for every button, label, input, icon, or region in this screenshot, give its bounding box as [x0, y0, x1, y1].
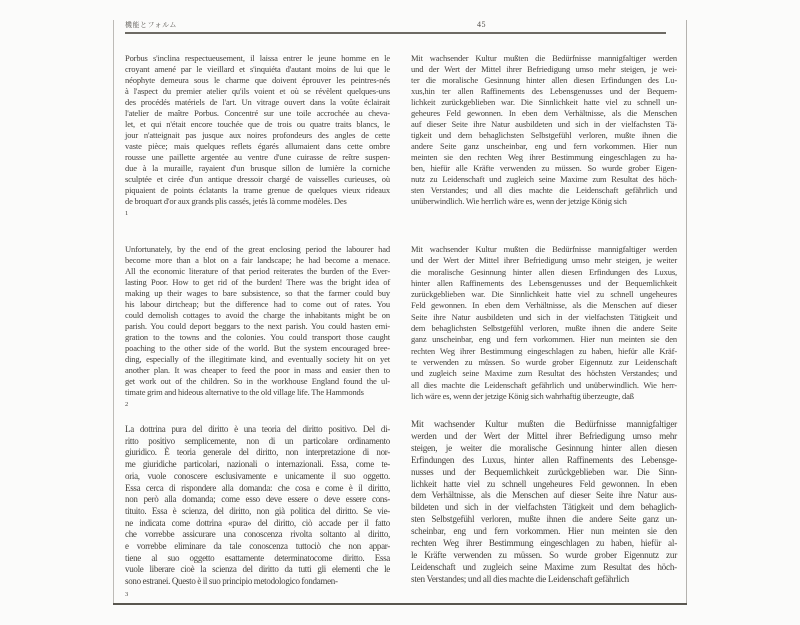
- text-line: die moralische Gesinnung hinter allen diesen Erfindungen des Luxus,: [411, 266, 677, 277]
- text-line: Porbus s'inclina respectueusement, il laissa entrer le jeune homme en le: [125, 53, 390, 63]
- text-line: rechten Weg ihrer Bestimmung eingeschlagen zu haben, hiefür al-: [411, 538, 677, 549]
- text-line: get work out of the children. So in the workhouse England found the ul-: [125, 376, 390, 386]
- text-line: geheures Feld gewonnen. In eben dem Verhältnisse, als die Menschen: [411, 108, 677, 118]
- text-line: tigkeit und dem behaglichsten Selbstgefühl verloren, mußte ihnen die: [411, 130, 677, 140]
- text-line: andere Seite ganz unscheinbar, eng und fern vorkommen. Hier nun: [411, 141, 677, 151]
- text-line: All the economic literature of that period reiterates the burden of the Ever-: [125, 266, 390, 276]
- text-line: steigen, je weiter die moralische Gesinnung hinter allen diesen: [411, 442, 677, 453]
- text-line: timate grim and hideous alternative to the old village life. The Hammonds: [125, 387, 364, 397]
- text-line: bildeten und sich in der vielfachsten Tätigkeit und dem behaglich-: [411, 502, 677, 513]
- text-line: non però alla domanda; come esso deve essere o deve essere cons-: [125, 494, 390, 505]
- text-line: let, et qui n'était encore touchée que de trois ou quatre traits blancs, le: [125, 119, 390, 129]
- text-line: jour n'atteignait pas jusque aux noires profondeurs des angles de cette: [125, 130, 390, 140]
- text-line: tiene al suo oggetto esattamente determinatocome diritto. Essa: [125, 552, 390, 563]
- text-block-german-2: [411, 244, 677, 402]
- text-line: des procédés matériels de l'art. Un vitrage ouvert dans la voûte éclairait: [125, 97, 390, 107]
- text-line: become more than a blot on a fair landscape; he had become a menace.: [125, 255, 390, 265]
- text-line: sono estranei. Questo è il suo principio metodologico fondamen-: [125, 576, 338, 587]
- text-line: Erfindungen des Luxus, hinter allen Raffinements des Lebensge-: [411, 454, 677, 465]
- text-line: gration to the towns and the colonies. You could transport those caught: [125, 332, 390, 342]
- text-line: sten Selbstgefühl verloren, mußte ihnen die andere Seite ganz un-: [411, 514, 677, 525]
- text-line: che vorrebbe assicurare una conoscenza rivolta soltanto al diritto,: [125, 529, 390, 540]
- text-line: lasting Poor. How to get rid of the burden! There was the bright idea of: [125, 277, 390, 287]
- footnote-number: 1: [125, 210, 129, 217]
- text-line: Feld gewonnen. In eben dem Verhältnisse, als die Menschen auf dieser: [411, 300, 677, 311]
- text-line: Seite ihre Natur ausbildeten und sich in der vielfachsten Tätigkeit und: [411, 311, 677, 322]
- text-line: néophyte demeura sous le charme que doivent éprouver les peintres-nés: [125, 75, 390, 85]
- text-line: ritto positivo semplicemente, non di un particolare ordinamento: [125, 435, 390, 446]
- text-block-english: [125, 244, 390, 409]
- text-line: meinten sie den rechten Weg ihrer Bestimmung eingeschlagen zu ha-: [411, 152, 677, 162]
- text-line: te verwenden zu müssen. So wurde grober Eigennutz zur Leidenschaft: [411, 356, 677, 367]
- page-border-left: [113, 20, 114, 604]
- text-block-german-3: [411, 419, 677, 586]
- footnote-number: 2: [125, 401, 129, 408]
- text-line: giuridico. È teoria generale del diritto, non interpretazione di nor-: [125, 447, 390, 458]
- text-line: e vorrebbe eliminare da tale conoscenza tuttociò che non appar-: [125, 541, 390, 552]
- text-line: me giuridiche particolari, nazionali o internazionali. Essa, come te-: [125, 459, 390, 470]
- text-line: vaste pièce; mais quelques reflets égarés allumaient dans cette ombre: [125, 141, 390, 151]
- text-line: ganz unscheinbar, eng und fern vorkommen. Hier nun meinten sie den: [411, 334, 677, 345]
- text-line: rechten Weg ihrer Bestimmung eingeschlagen zu haben, hiefür alle Kräf-: [411, 345, 677, 356]
- text-line: und der Wert der Mittel ihrer Befriedigung umso mehr steigen, je weiter: [411, 255, 677, 266]
- text-line: dem Verhältnisse, als die Menschen auf dieser Seite ihre Natur aus-: [411, 490, 677, 501]
- text-line: ne indicata come dottrina «pura» del diritto, ciò accade per il fatto: [125, 517, 390, 528]
- text-line: le Kräfte verwenden zu müssen. So wurde grober Eigennutz zur: [411, 549, 677, 560]
- text-line: piquaient de points éclatants la trame grenue de quelques vieux rideaux: [125, 185, 390, 195]
- text-line: ding, especially of the illegitimate kind, and eventually society hit on yet: [125, 354, 390, 364]
- text-line: making up their wages to bare subsistence, so that the farmer could buy: [125, 288, 390, 298]
- footnote-number: 3: [125, 590, 128, 598]
- text-line: another plan. It was cheaper to feed the poor in mass and easier then to: [125, 365, 390, 375]
- text-block-german-1: [411, 53, 677, 207]
- page-border-right: [686, 20, 687, 604]
- text-line: und der Wert der Mittel ihrer Befriedigung umso mehr steigen, je wei-: [411, 64, 677, 74]
- text-line: à l'aspect du premier atelier qu'ils voient et où se révèlent quelques-uns: [125, 86, 390, 96]
- text-line: dem behaglichsten Selbstgefühl verloren, mußte ihnen die andere Seite: [411, 323, 677, 334]
- text-line: lich wäre es, wenn der jetzige König sich wahrhaftig überzeugte, daß: [411, 390, 634, 401]
- text-line: nusses und der Bequemlichkeit zurückgeblieben war. Die Sinn-: [411, 466, 677, 477]
- text-line: poaching to the other side of the world. But the system encouraged bree-: [125, 343, 390, 353]
- column-left: [125, 0, 390, 625]
- text-line: xus,hin ter allen Raffinements des Lebensgenusses und der Bequem-: [411, 86, 677, 96]
- text-line: ter die moralische Gesinnung hinter allen diesen Erfindungen des Lu-: [411, 75, 677, 85]
- text-line: sculptée et cirée d'un antique dressoir chargé de vaisselles curieuses, où: [125, 174, 390, 184]
- text-line: Essa cerca di rispondere alla domanda: che cosa e come è il diritto,: [125, 482, 390, 493]
- text-line: croyant amené par le vieillard et s'inquiéta d'autant moins de lui que le: [125, 64, 390, 74]
- text-line: vuole liberare cioè la scienza del diritto da tutti gli elementi che le: [125, 564, 390, 575]
- text-line: sten Verstandes; und all dies machte die Leidenschaft gefährlich: [411, 573, 629, 584]
- text-line: lichkeit hatte viel zu schnell ungeheures Feld gewonnen. In eben: [411, 478, 677, 489]
- text-line: nutz zu Leidenschaft und zugleich seine Maxime zum Resultat des höch-: [411, 174, 677, 184]
- text-line: parish. You could deport beggars to the next parish. You could hasten emi-: [125, 321, 390, 331]
- text-line: oria, vuole conoscere esclusivamente e unicamente il suo oggetto.: [125, 470, 390, 481]
- text-line: tituito. Essa è scienza, del diritto, non già politica del diritto. Se vie-: [125, 505, 390, 516]
- text-line: Unfortunately, by the end of the great enclosing period the labourer had: [125, 244, 390, 254]
- text-line: could demolish cottages to avoid the charge the inhabitants might be on: [125, 310, 390, 320]
- page-number: 45: [477, 20, 486, 29]
- text-line: scheinbar, eng und fern vorkommen. Hier nun meinten sie den: [411, 526, 677, 537]
- text-line: zurückgeblieben war. Die Sinnlichkeit hatte viel zu schnell ungeheures: [411, 289, 677, 300]
- text-line: werden und der Wert der Mittel ihrer Befriedigung umso mehr: [411, 430, 677, 441]
- text-line: ben, hiefür alle Kräfte verwenden zu müssen. So wurde grober Eigen-: [411, 163, 677, 173]
- text-line: rousse une paillette argentée au ventre d'une cuirasse de reître suspen-: [125, 152, 390, 162]
- text-line: Mit wachsender Kultur mußten die Bedürfnisse mannigfaltiger werden: [411, 244, 677, 254]
- text-line: Leidenschaft und zugleich seine Maxime zum Resultat des höch-: [411, 561, 677, 572]
- column-right: [411, 0, 677, 625]
- text-line: his labour dirtcheap; but the difference had to come out of rates. You: [125, 299, 390, 309]
- text-block-italian: [125, 424, 390, 599]
- text-line: de broquart d'or aux grands plis cassés, jetés là comme modèles. Des: [125, 196, 347, 206]
- text-line: La dottrina pura del diritto è una teoria del diritto positivo. Del di-: [125, 424, 390, 434]
- text-line: all dies machte die Leidenschaft gefährlich und unüberwindlich. Wie herr-: [411, 379, 677, 390]
- text-line: due à la muraille, rayaient d'un brusque sillon de lumière la corniche: [125, 163, 390, 173]
- text-line: auf dieser Seite ihre Natur ausbildeten und sich in der vielfachsten Tä-: [411, 119, 677, 129]
- text-line: sten Verstandes; und all dies machte die Leidenschaft gefährlich und: [411, 185, 677, 195]
- text-line: Mit wachsender Kultur mußten die Bedürfnisse mannigfaltiger: [411, 419, 677, 429]
- text-line: und zugleich seine Maxime zum Resultat des höchsten Verstandes; und: [411, 368, 677, 379]
- text-line: l'atelier de maître Porbus. Concentré sur une toile accrochée au cheva-: [125, 108, 390, 118]
- text-line: hinter allen Raffinements des Lebensgenusses und der Bequemlichkeit: [411, 277, 677, 288]
- running-title: 機能とフォルム: [125, 21, 177, 29]
- text-line: lichkeit zurückgeblieben war. Die Sinnlichkeit hatte viel zu schnell un-: [411, 97, 677, 107]
- text-block-french: [125, 53, 390, 218]
- text-line: unüberwindlich. Wie herrlich wäre es, wenn der jetzige König sich: [411, 196, 627, 206]
- text-line: Mit wachsender Kultur mußten die Bedürfnisse mannigfaltiger werden: [411, 53, 677, 63]
